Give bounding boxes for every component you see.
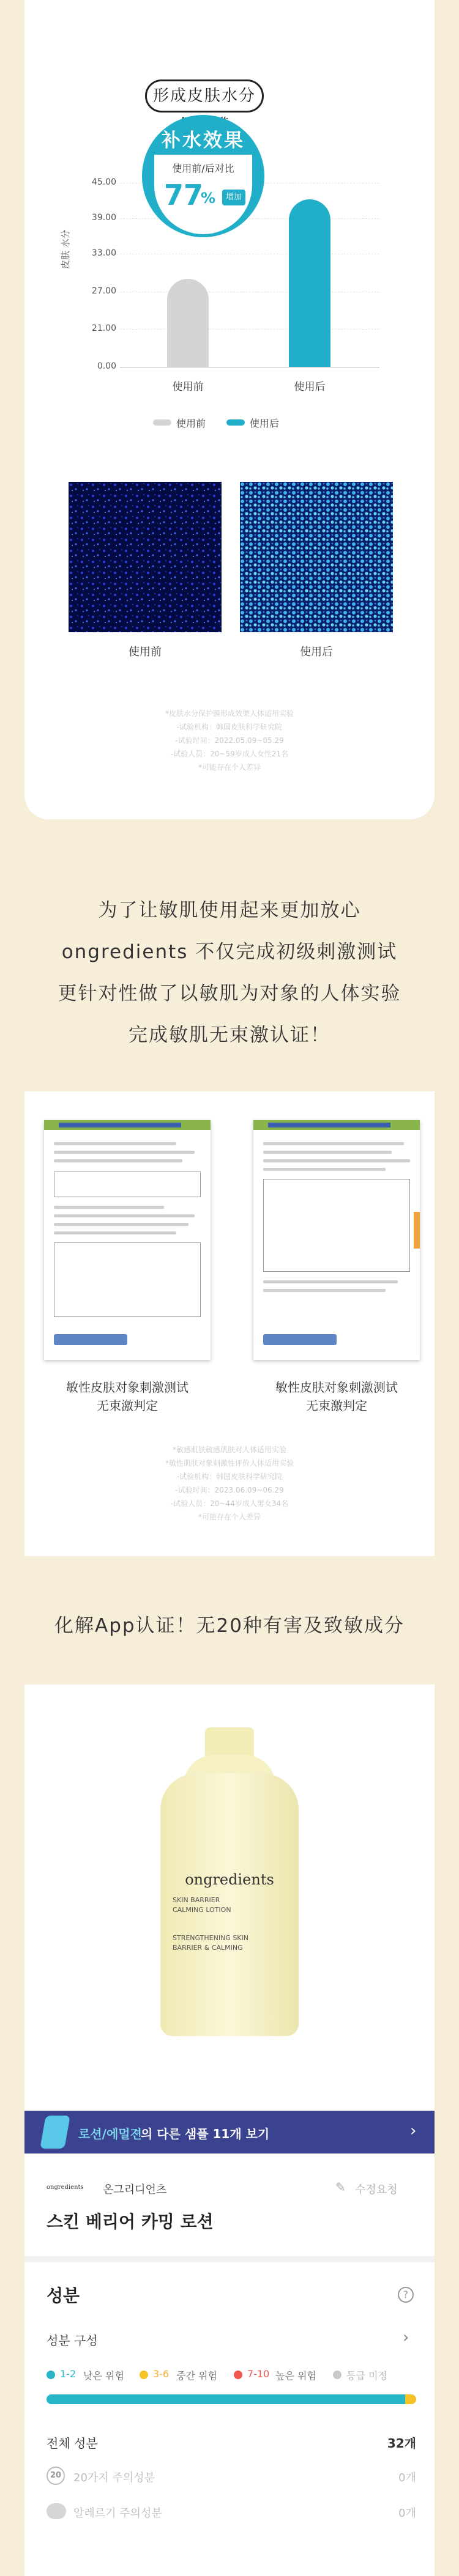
x-tick-after: 使用后 xyxy=(294,381,326,393)
sensitive-skin-paragraph xyxy=(24,890,435,1056)
caption-line: 敏性皮肤对象刺激测试 xyxy=(66,1380,188,1395)
doc-table xyxy=(54,1242,201,1317)
bottle-cap xyxy=(205,1727,254,1758)
risk-bar xyxy=(47,2394,416,2404)
y-tick: 45.00 xyxy=(91,177,116,187)
para-line: 完成敏肌无束激认证！ xyxy=(129,1024,330,1046)
note-line: *敏感肌肤敏感肌肤对人体适用实验 xyxy=(172,1445,286,1454)
note-line: -试验人员：20~44岁成人男女34名 xyxy=(170,1499,289,1508)
bottle-label-brand: ongredients xyxy=(185,1871,274,1888)
para-line: ongredients 不仅完成初级刺激测试 xyxy=(61,941,398,963)
samples-banner[interactable] xyxy=(24,2111,435,2153)
para-line: 为了让敏肌使用起来更加放心 xyxy=(98,899,361,921)
x-tick-before: 使用前 xyxy=(172,381,204,393)
y-tick: 27.00 xyxy=(91,286,116,296)
legend-label-mid: 중간 위험 xyxy=(176,2370,217,2382)
help-icon[interactable]: ? xyxy=(398,2287,414,2303)
caution20-row[interactable] xyxy=(47,2467,416,2487)
y-tick: 39.00 xyxy=(91,213,116,223)
caption-line: 无束激判定 xyxy=(306,1398,367,1413)
total-value: 32개 xyxy=(387,2436,416,2451)
caution20-badge-icon: 20 xyxy=(47,2467,65,2485)
legend-dot-high xyxy=(234,2371,242,2379)
app-certification-text: 化解App认证！无20种有害及致敏成分 xyxy=(54,1615,405,1637)
edit-request-button[interactable] xyxy=(335,2180,415,2196)
banner-text: 의 다른 샘플 11개 보기 xyxy=(141,2127,270,2141)
note-line: -试验机构：韩国皮肤科学研究院 xyxy=(176,1472,283,1481)
doc-table xyxy=(263,1179,410,1272)
edit-request-label: 수정요청 xyxy=(355,2183,398,2196)
note-line: -试验机构：韩国皮肤科学研究院 xyxy=(176,723,283,731)
certificate-doc-1 xyxy=(44,1120,211,1360)
bottle-text: CALMING LOTION xyxy=(173,1906,231,1914)
note-line: *敏性肌肤对象刺激性评价人体适用实验 xyxy=(165,1459,294,1467)
allergy-label: 알레르기 주의성분 xyxy=(73,2507,162,2520)
banner-highlight: 로션/에멀젼 xyxy=(78,2127,142,2141)
note-line: -试验时间：2023.06.09~06.29 xyxy=(175,1486,284,1494)
skin-photo-after xyxy=(240,482,393,632)
product-name: 스킨 베리어 카밍 로션 xyxy=(47,2212,214,2232)
caution20-label: 20가지 주의성분 xyxy=(73,2471,155,2484)
brand-name[interactable]: 온그리디언츠 xyxy=(103,2183,167,2196)
doc-1-caption xyxy=(35,1378,219,1415)
effect-badge-value: 77 xyxy=(164,179,204,212)
pencil-icon: ✎ xyxy=(335,2180,346,2194)
effect-badge-title: 补水效果 xyxy=(162,130,245,152)
y-tick: 0.00 xyxy=(97,361,116,371)
institute-logo xyxy=(263,1334,337,1345)
doc-2-caption xyxy=(245,1378,428,1415)
bottle-text: STRENGTHENING SKIN xyxy=(173,1934,248,1942)
gridline xyxy=(120,329,379,330)
legend-label-after: 使用后 xyxy=(250,418,280,429)
photo-label-before: 使用前 xyxy=(129,646,162,659)
note-line: *可能存在个人差异 xyxy=(198,1513,261,1521)
ingredients-title: 성분 xyxy=(47,2286,80,2306)
photo-label-after: 使用后 xyxy=(300,646,333,659)
legend-label-before: 使用前 xyxy=(176,418,206,429)
certificate-doc-2 xyxy=(253,1120,420,1360)
doc-side-tab xyxy=(414,1212,420,1249)
composition-row[interactable] xyxy=(47,2328,414,2349)
skin-texture-before xyxy=(69,482,222,632)
legend-label-high: 높은 위험 xyxy=(275,2370,316,2382)
banner-icon xyxy=(40,2116,70,2149)
legend-label-low: 낮은 위험 xyxy=(83,2370,124,2382)
section-title-pill: 形成皮肤水分 xyxy=(145,79,264,113)
test-notes-2 xyxy=(24,1443,435,1524)
note-line: *皮肤水分保护膜形成效果人体适用实验 xyxy=(165,709,294,718)
bar-before xyxy=(167,279,209,367)
legend-dot-low xyxy=(47,2371,55,2379)
legend-label-unrated: 등급 미정 xyxy=(346,2370,387,2382)
allergy-icon xyxy=(47,2503,66,2519)
divider xyxy=(24,2256,435,2262)
risk-bar-mid xyxy=(405,2394,416,2404)
y-axis-label: 皮肤 水分 xyxy=(60,229,71,269)
y-tick: 33.00 xyxy=(91,248,116,258)
composition-label: 성분 구성 xyxy=(47,2333,98,2348)
bar-after xyxy=(289,199,330,367)
risk-legend xyxy=(47,2368,426,2383)
bottle-text: SKIN BARRIER xyxy=(173,1896,220,1904)
allergy-value: 0개 xyxy=(398,2507,416,2520)
effect-badge-unit: % xyxy=(201,190,216,207)
legend-range-high: 7-10 xyxy=(247,2368,270,2380)
total-ingredients-row xyxy=(47,2434,416,2452)
doc-header-blue xyxy=(59,1123,181,1127)
bottle-text: BARRIER & CALMING xyxy=(173,1944,243,1952)
legend-swatch-before xyxy=(153,419,171,426)
caption-line: 无束激判定 xyxy=(97,1398,158,1413)
doc-header-blue xyxy=(268,1123,390,1127)
skin-photo-before xyxy=(69,482,222,632)
para-line: 更针对性做了以敏肌为对象的人体实验 xyxy=(58,983,401,1005)
caption-line: 敏性皮肤对象刺激测试 xyxy=(275,1380,398,1395)
skin-texture-after xyxy=(240,482,393,632)
legend xyxy=(153,416,337,430)
legend-dot-unrated xyxy=(333,2371,341,2379)
chevron-right-icon: › xyxy=(403,2328,409,2347)
legend-dot-mid xyxy=(140,2371,148,2379)
total-label: 전체 성분 xyxy=(47,2436,98,2451)
caution20-value: 0개 xyxy=(398,2471,416,2484)
bottle-label-name xyxy=(173,1895,295,1953)
chevron-right-icon: › xyxy=(410,2122,417,2140)
increase-tag: 增加 xyxy=(222,190,245,205)
allergy-row[interactable] xyxy=(47,2502,416,2523)
institute-logo xyxy=(54,1334,127,1345)
legend-range-low: 1-2 xyxy=(60,2368,76,2380)
note-line: -试验人员：20~59岁成人女性21名 xyxy=(170,750,289,758)
legend-swatch-after xyxy=(226,419,245,426)
note-line: *可能存在个人差异 xyxy=(198,763,261,772)
brand-logo: ongredients xyxy=(47,2184,84,2191)
note-line: -试验时间：2022.05.09~05.29 xyxy=(175,736,284,745)
legend-range-mid: 3-6 xyxy=(153,2368,170,2380)
test-notes-1 xyxy=(24,707,435,774)
effect-badge-sub: 使用前/后对比 xyxy=(172,163,234,174)
y-tick: 21.00 xyxy=(91,323,116,333)
doc-table xyxy=(54,1172,201,1197)
